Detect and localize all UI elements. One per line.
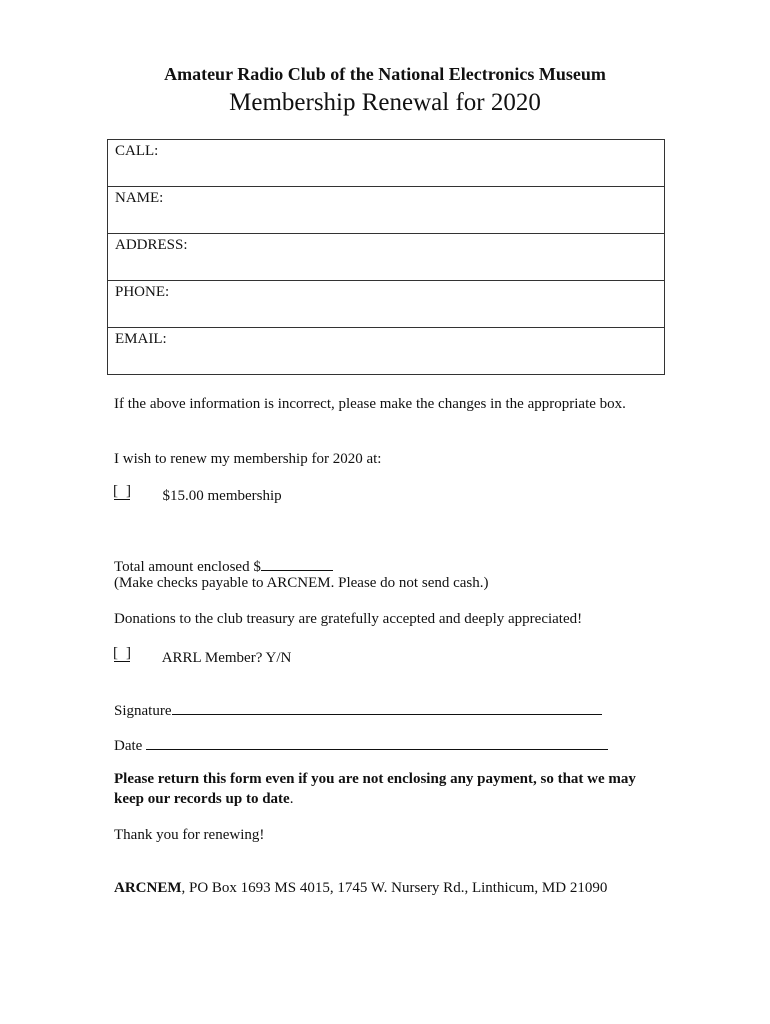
address-field[interactable] bbox=[108, 234, 664, 281]
thanks-note: Thank you for renewing! bbox=[114, 827, 265, 843]
arrl-row bbox=[114, 647, 291, 667]
email-label: EMAIL: bbox=[115, 331, 167, 347]
call-field[interactable] bbox=[108, 140, 664, 187]
name-label: NAME: bbox=[115, 190, 164, 206]
return-note-line2: keep our records up to date bbox=[114, 791, 290, 807]
phone-label: PHONE: bbox=[115, 284, 170, 300]
arrl-checkbox[interactable] bbox=[114, 647, 130, 662]
signature-label: Signature bbox=[114, 703, 172, 719]
membership-option-label: $15.00 membership bbox=[162, 488, 282, 504]
mailing-address bbox=[114, 879, 607, 897]
date-label: Date bbox=[114, 738, 147, 754]
return-note-period: . bbox=[289, 791, 294, 807]
call-label: CALL: bbox=[115, 143, 159, 159]
signature-row bbox=[114, 700, 602, 720]
checks-note: (Make checks payable to ARCNEM. Please do not send cash.) bbox=[114, 575, 489, 591]
arrl-label: ARRL Member? Y/N bbox=[161, 650, 292, 666]
date-row bbox=[114, 735, 608, 755]
membership-option-row bbox=[114, 485, 282, 505]
total-amount-field[interactable] bbox=[261, 556, 333, 571]
phone-field[interactable] bbox=[108, 281, 664, 328]
renew-intro: I wish to renew my membership for 2020 at: bbox=[114, 451, 382, 467]
name-field[interactable] bbox=[108, 187, 664, 234]
return-note-line1: Please return this form even if you are not enclosing any payment, so that we may bbox=[114, 771, 636, 787]
organization-title: Amateur Radio Club of the National Electronics Museum bbox=[164, 64, 606, 84]
member-info-table bbox=[107, 139, 665, 375]
address-label: ADDRESS: bbox=[115, 237, 188, 253]
address-rest: , PO Box 1693 MS 4015, 1745 W. Nursery Rd., Linthicum, MD 21090 bbox=[181, 880, 608, 896]
address-org: ARCNEM bbox=[114, 880, 182, 896]
donations-note: Donations to the club treasury are gratefully accepted and deeply appreciated! bbox=[114, 611, 583, 627]
date-field[interactable] bbox=[146, 735, 608, 750]
signature-field[interactable] bbox=[172, 700, 602, 715]
total-amount-label: Total amount enclosed $ bbox=[114, 559, 261, 575]
total-amount-row bbox=[114, 556, 333, 576]
form-title: Membership Renewal for 2020 bbox=[229, 89, 541, 116]
membership-checkbox[interactable] bbox=[114, 485, 130, 500]
email-field[interactable] bbox=[108, 328, 664, 375]
return-note-line2-row bbox=[114, 790, 293, 808]
correction-note: If the above information is incorrect, please make the changes in the appropriate box. bbox=[114, 396, 626, 412]
